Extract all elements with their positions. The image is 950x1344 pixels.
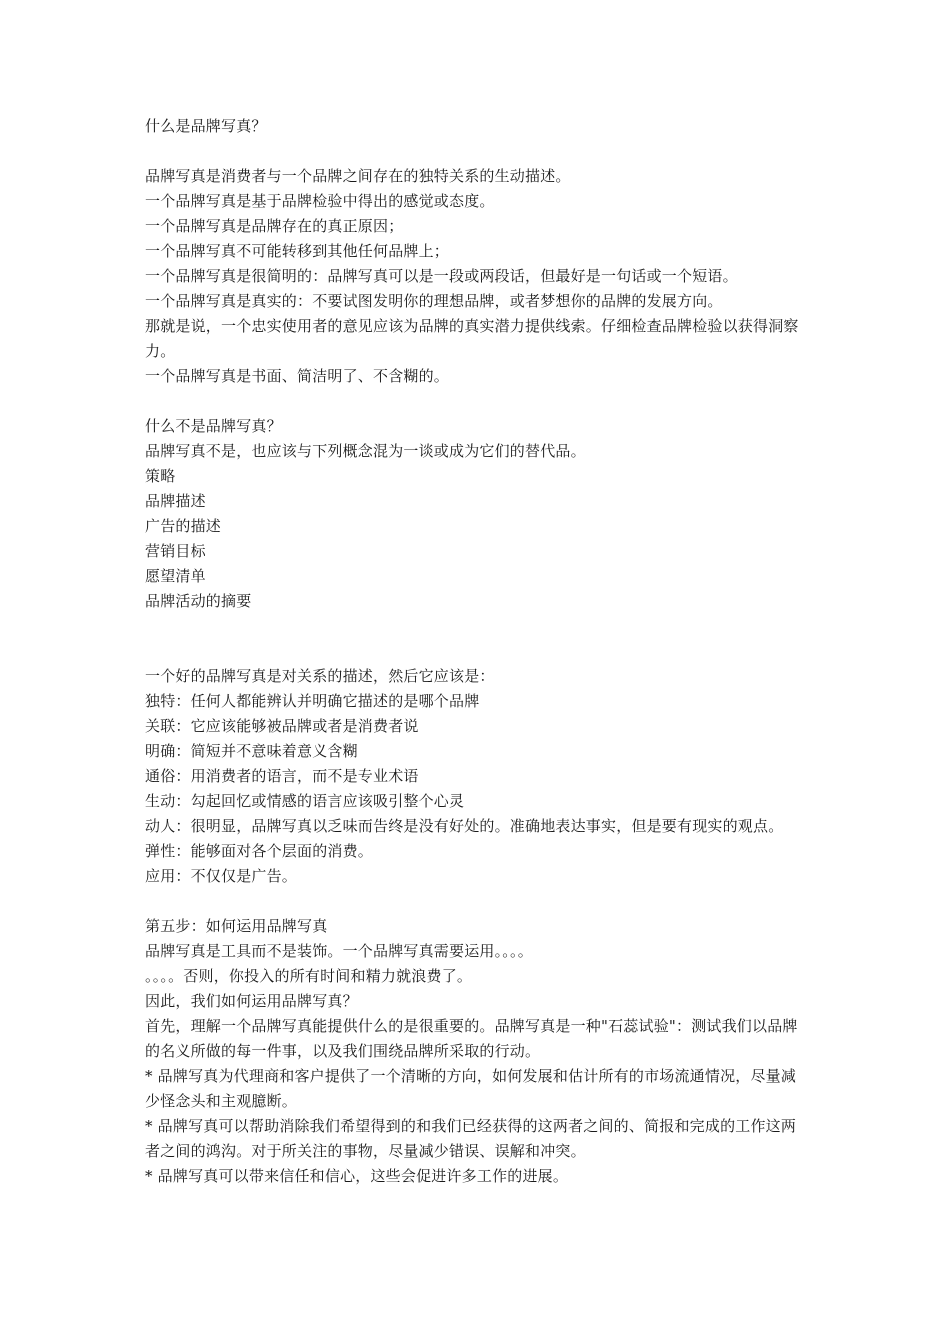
paragraph-line: 一个品牌写真是真实的：不要试图发明你的理想品牌，或者梦想你的品牌的发展方向。 <box>145 292 723 310</box>
spacer <box>145 389 810 414</box>
heading-step-five: 第五步：如何运用品牌写真 <box>145 917 328 935</box>
paragraph-line: 那就是说，一个忠实使用者的意见应该为品牌的真实潜力提供线索。仔细检查品牌检验以获得洞察力。 <box>145 317 799 360</box>
paragraph-line: 一个品牌写真不可能转移到其他任何品牌上； <box>145 242 450 260</box>
criteria-item: 应用：不仅仅是广告。 <box>145 867 298 885</box>
heading-what-is: 什么是品牌写真？ <box>145 117 267 135</box>
criteria-item: 独特：任何人都能辨认并明确它描述的是哪个品牌 <box>145 692 480 710</box>
bullet-item: * 品牌写真可以帮助消除我们希望得到的和我们已经获得的这两者之间的、简报和完成的工作这两者之间的鸿沟。对于所关注的事物，尽量减少错误、误解和冲突。 <box>145 1117 797 1160</box>
paragraph-line: 品牌写真不是，也应该与下列概念混为一谈或成为它们的替代品。 <box>145 442 586 460</box>
paragraph-line: 。。。。否则，你投入的所有时间和精力就浪费了。 <box>145 967 473 985</box>
paragraph-line: 因此，我们如何运用品牌写真？ <box>145 992 358 1010</box>
list-item: 广告的描述 <box>145 517 222 535</box>
criteria-item: 明确：简短并不意味着意义含糊 <box>145 742 358 760</box>
criteria-item: 动人：很明显，品牌写真以乏味而告终是没有好处的。准确地表达事实，但是要有现实的观点。 <box>145 817 784 835</box>
list-item: 策略 <box>145 467 176 485</box>
spacer <box>145 889 810 914</box>
paragraph-line: 品牌写真是工具而不是装饰。一个品牌写真需要运用。。。。 <box>145 942 533 960</box>
spacer <box>145 139 810 164</box>
paragraph-line: 一个好的品牌写真是对关系的描述，然后它应该是： <box>145 667 495 685</box>
criteria-item: 关联：它应该能够被品牌或者是消费者说 <box>145 717 419 735</box>
paragraph-line: 一个品牌写真是基于品牌检验中得出的感觉或态度。 <box>145 192 495 210</box>
list-item: 品牌活动的摘要 <box>145 592 252 610</box>
paragraph-line: 首先，理解一个品牌写真能提供什么的是很重要的。品牌写真是一种"石蕊试验"：测试我们以品牌的名义所做的每一件事，以及我们围绕品牌所采取的行动。 <box>145 1017 798 1060</box>
list-item: 品牌描述 <box>145 492 206 510</box>
criteria-item: 弹性：能够面对各个层面的消费。 <box>145 842 374 860</box>
list-item: 营销目标 <box>145 542 206 560</box>
criteria-item: 通俗：用消费者的语言，而不是专业术语 <box>145 767 419 785</box>
paragraph-line: 一个品牌写真是书面、简洁明了、不含糊的。 <box>145 367 450 385</box>
paragraph-line: 品牌写真是消费者与一个品牌之间存在的独特关系的生动描述。 <box>145 167 571 185</box>
bullet-item: * 品牌写真为代理商和客户提供了一个清晰的方向，如何发展和估计所有的市场流通情况，尽量减少怪念头和主观臆断。 <box>145 1067 797 1110</box>
criteria-item: 生动：勾起回忆或情感的语言应该吸引整个心灵 <box>145 792 465 810</box>
spacer <box>145 614 810 664</box>
list-item: 愿望清单 <box>145 567 206 585</box>
heading-what-is-not: 什么不是品牌写真？ <box>145 417 282 435</box>
document-page <box>145 114 810 1189</box>
bullet-item: * 品牌写真可以带来信任和信心，这些会促进许多工作的进展。 <box>145 1167 569 1185</box>
paragraph-line: 一个品牌写真是品牌存在的真正原因； <box>145 217 404 235</box>
paragraph-line: 一个品牌写真是很简明的：品牌写真可以是一段或两段话，但最好是一句话或一个短语。 <box>145 267 738 285</box>
